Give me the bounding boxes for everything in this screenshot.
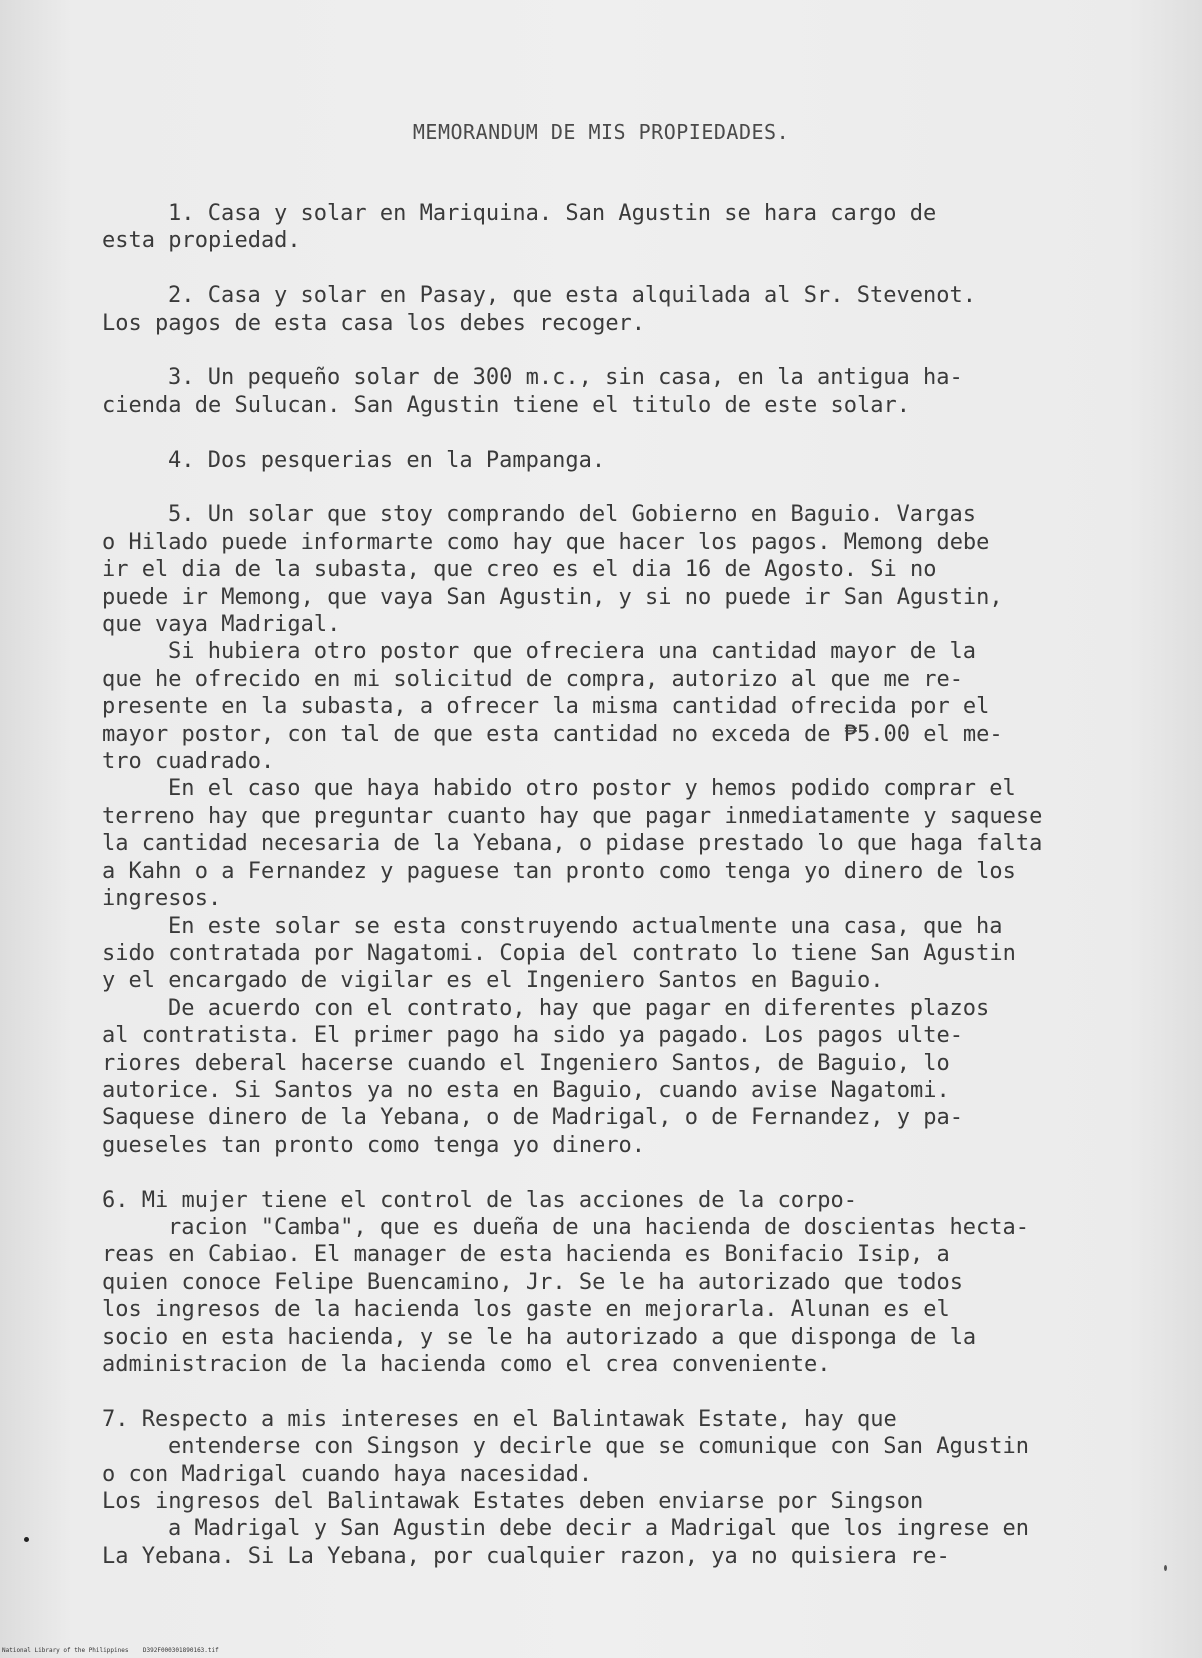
- paragraph-gap: [102, 419, 1102, 446]
- text-line: que he ofrecido en mi solicitud de compra, autorizo al que me re-: [102, 666, 963, 692]
- paragraph-gap: [102, 337, 1102, 364]
- text-line: quien conoce Felipe Buencamino, Jr. Se le ha autorizado que todos: [102, 1269, 963, 1295]
- text-line: 4. Dos pesquerias en la Pampanga.: [168, 447, 606, 473]
- text-line: autorice. Si Santos ya no esta en Baguio, cuando avise Nagatomi.: [102, 1077, 950, 1103]
- text-line: Saquese dinero de la Yebana, o de Madrigal, o de Fernandez, y pa-: [102, 1105, 963, 1131]
- text-line: sido contratada por Nagatomi. Copia del contrato lo tiene San Agustin: [102, 940, 1016, 966]
- text-line: De acuerdo con el contrato, hay que pagar en diferentes plazos: [168, 995, 990, 1021]
- text-line: 3. Un pequeño solar de 300 m.c., sin casa, en la antigua ha-: [168, 365, 963, 391]
- paragraph-gap: [102, 1378, 1102, 1405]
- text-line: reas en Cabiao. El manager de esta hacienda es Bonifacio Isip, a: [102, 1242, 950, 1268]
- text-line: 1. Casa y solar en Mariquina. San Agustin se hara cargo de: [168, 201, 937, 226]
- text-line: terreno hay que preguntar cuanto hay que pagar inmediatamente y saquese: [102, 803, 1043, 829]
- text-line: racion "Camba", que es dueña de una hacienda de doscientas hecta-: [168, 1214, 1029, 1240]
- text-line: cienda de Sulucan. San Agustin tiene el titulo de este solar.: [102, 392, 910, 418]
- text-line: ir el dia de la subasta, que creo es el dia 16 de Agosto. Si no: [102, 557, 937, 583]
- text-line: a Kahn o a Fernandez y paguese tan pronto como tenga yo dinero de los: [102, 858, 1016, 884]
- body-lines: [102, 200, 1102, 1570]
- text-line: tro cuadrado.: [102, 749, 275, 775]
- text-line: 2. Casa y solar en Pasay, que esta alquilada al Sr. Stevenot.: [168, 283, 976, 309]
- text-line: riores deberal hacerse cuando el Ingeniero Santos, de Baguio, lo: [102, 1050, 950, 1076]
- text-line: los ingresos de la hacienda los gaste en mejorarla. Alunan es el: [102, 1297, 950, 1323]
- text-line: 6. Mi mujer tiene el control de las acciones de la corpo-: [102, 1187, 857, 1213]
- text-line: o Hilado puede informarte como hay que hacer los pagos. Memong debe: [102, 529, 990, 555]
- archive-footer: National Library of the Philippines D392F000301890163.tif: [2, 1647, 219, 1654]
- text-line: En el caso que haya habido otro postor y hemos podido comprar el: [168, 776, 1016, 802]
- text-line: presente en la subasta, a ofrecer la misma cantidad ofrecida por el: [102, 694, 990, 720]
- text-line: Los pagos de esta casa los debes recoger.: [102, 310, 646, 336]
- text-line: administracion de la hacienda como el crea conveniente.: [102, 1351, 831, 1377]
- text-line: puede ir Memong, que vaya San Agustin, y si no puede ir San Agustin,: [102, 584, 1003, 610]
- document-body: [102, 200, 1102, 1570]
- text-line: o con Madrigal cuando haya nacesidad.: [102, 1461, 593, 1487]
- text-line: que vaya Madrigal.: [102, 612, 341, 638]
- paragraph-gap: [102, 1159, 1102, 1186]
- text-line: mayor postor, con tal de que esta cantidad no exceda de ₱5.00 el me-: [102, 721, 1003, 747]
- text-line: al contratista. El primer pago ha sido ya pagado. Los pagos ulte-: [102, 1023, 963, 1049]
- text-line: 7. Respecto a mis intereses en el Balintawak Estate, hay que: [102, 1406, 897, 1432]
- paragraph-gap: [102, 255, 1102, 282]
- text-line: gueseles tan pronto como tenga yo dinero.: [102, 1132, 646, 1158]
- text-line: Si hubiera otro postor que ofreciera una cantidad mayor de la: [168, 639, 976, 665]
- document-title: MEMORANDUM DE MIS PROPIEDADES.: [412, 120, 790, 144]
- text-line: socio en esta hacienda, y se le ha autorizado a que disponga de la: [102, 1324, 977, 1350]
- text-line: En este solar se esta construyendo actualmente una casa, que ha: [168, 913, 1003, 939]
- text-line: y el encargado de vigilar es el Ingeniero Santos en Baguio.: [102, 968, 884, 994]
- text-line: entenderse con Singson y decirle que se comunique con San Agustin: [168, 1434, 1029, 1460]
- text-line: esta propiedad.: [102, 228, 301, 254]
- scan-speck: [24, 1537, 29, 1542]
- text-line: Los ingresos del Balintawak Estates deben enviarse por Singson: [102, 1489, 924, 1514]
- text-line: ingresos.: [102, 886, 222, 912]
- text-line: la cantidad necesaria de la Yebana, o pidase prestado lo que haga falta: [102, 831, 1043, 857]
- text-line: 5. Un solar que stoy comprando del Gobierno en Baguio. Vargas: [168, 502, 976, 528]
- text-line: La Yebana. Si La Yebana, por cualquier razon, ya no quisiera re-: [102, 1543, 950, 1569]
- scan-speck: [1164, 1565, 1167, 1571]
- paragraph-gap: [102, 474, 1102, 501]
- text-line: a Madrigal y San Agustin debe decir a Madrigal que los ingrese en: [168, 1516, 1029, 1542]
